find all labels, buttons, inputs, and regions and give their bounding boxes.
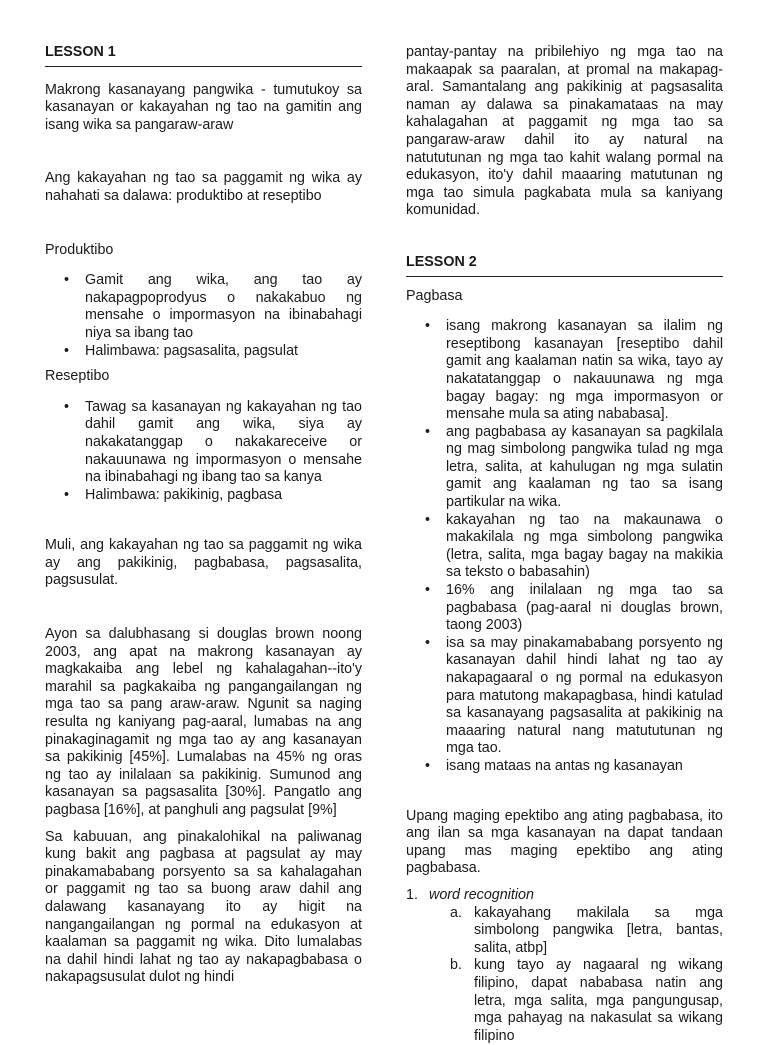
list-item: • Halimbawa: pagsasalita, pagsulat <box>45 343 362 361</box>
reseptibo-list <box>45 399 362 505</box>
list-item: • Halimbawa: pakikinig, pagbasa <box>45 487 362 505</box>
muli-paragraph: Muli, ang kakayahan ng tao sa paggamit ng wika ay ang pakikinig, pagbabasa, pagsasalita, pagsusulat. <box>45 537 362 589</box>
skills-list <box>406 887 723 1045</box>
produktibo-label: Produktibo <box>45 241 114 258</box>
list-item-text: kung tayo ay nagaaral ng wikang filipino, dapat nababasa natin ang letra, mga salita, mga pangungusap, mga pahayag na nakasulat sa wikang filipino <box>474 957 723 1044</box>
list-item: • kakayahan ng tao na makaunawa o makakilala ng mga simbolong pangwika (letra, salita, mga bagay bagay na makikia sa teksto o babasahin) <box>406 512 723 582</box>
makrong-kasanayan-definition: Makrong kasanayang pangwika - tumutukoy sa kasanayan or kakayahan ng tao na gamitin ang isang wika sa pangaraw-araw <box>45 81 362 133</box>
list-item: • isang mataas na antas ng kasanayan <box>406 758 723 776</box>
ayon-paragraph: Ayon sa dalubhasang si douglas brown noong 2003, ang apat na makrong kasanayan ay magkakaiba ang lebel ng kahalagahan--ito'y marahil sa pagkakaiba ng pangangailangan ng mga tao sa pang araw-araw. Ngunit sa naging resulta ng kaniyang pag-aaral, lumabas na ang pinakaginagamit ng mga tao ay ang kasanayan sa pakikinig [45%]. Lumalabas na 45% ng oras ng tao ay inilalaan sa pakikinig. Sumunod ang kasanayan sa pagsasalita [30%]. Pangatlo ang pagbasa [16%], at panghuli ang pagsulat [9%] <box>45 626 362 818</box>
pagbasa-label: Pagbasa <box>406 287 463 304</box>
lesson-1-heading: LESSON 1 <box>45 44 362 67</box>
kakayahan-paragraph: Ang kakayahan ng tao sa paggamit ng wika ay nahahati sa dalawa: produktibo at reseptibo <box>45 170 362 204</box>
pagbasa-list <box>406 318 723 775</box>
list-letter: a. <box>450 904 462 921</box>
list-item: • Tawag sa kasanayan ng kakayahan ng tao dahil gamit ang wika, siya ay nakakatanggap o nakakareceive or nakauunawa ng impormasyon o mensahe na ibinabahagi ng ibang tao sa kanya <box>45 399 362 487</box>
word-recognition-label: word recognition <box>429 886 534 903</box>
sa-kabuuan-paragraph: Sa kabuuan, ang pinakalohikal na paliwanag kung bakit ang pagbasa at pagsulat ay may pinakamababang porsyento sa sa kahalagahan or paggamit ng tao sa buong araw dahil ang dalawang kasanayang ito ay higit na nangangailangan ng pormal na edukasyon at kaalaman sa paggamit ng wika. Dito lumalabas na dahil hindi lahat ng tao ay nakapagbabasa o nakapagsusulat dulot ng hindi <box>45 828 362 986</box>
list-item-text: kakayahang makilala sa mga simbolong pangwika [letra, bantas, salita, atbp] <box>474 904 723 956</box>
lesson-2-heading: LESSON 2 <box>406 254 723 277</box>
right-column <box>406 44 723 1045</box>
list-item <box>406 957 723 1045</box>
left-column <box>45 44 362 987</box>
upang-paragraph: Upang maging epektibo ang ating pagbabasa, ito ang ilan sa mga kasanayan na dapat tandaan upang mas maging epektibo ang ating pagbabasa. <box>406 807 723 877</box>
list-item <box>406 887 723 1045</box>
continued-paragraph: pantay-pantay na pribilehiyo ng mga tao na makaapak sa paaralan, at promal na makapag-aral. Samantalang ang pakikinig at pagsasalita naman ay dalawa sa pinakamataas na may kahalagahan at paggamit ng mga tao sa pangaraw-araw dahil ito ay natural na natututunan ng mga tao kahit walang pormal na edukasyon, ito'y dahil maaaring matutunan ng mga tao simula pagkabata mula sa kaniyang komunidad. <box>406 44 723 219</box>
list-letter: b. <box>450 957 462 974</box>
produktibo-list <box>45 272 362 360</box>
list-item: • ang pagbabasa ay kasanayan sa pagkilala ng mag simbolong pangwika tulad ng mga letra, salita, at kahulugan ng mga sulatin gamit ang kaalaman ng tao sa isang partikular na wika. <box>406 424 723 512</box>
list-item: • isang makrong kasanayan sa ilalim ng reseptibong kasanayan [reseptibo dahil gamit ang kaalaman natin sa wika, tayo ay nakatatanggap o nakauunawa ng mga bagay bagay: ng mga impormasyon or mensahe mula sa ating nababasa]. <box>406 318 723 424</box>
list-number: 1. <box>406 886 418 903</box>
list-item <box>406 905 723 958</box>
list-item: • isa sa may pinakamababang porsyento ng kasanayan dahil hindi lahat ng tao ay nakapagaaral o ng pormal na edukasyon para matutong makapagbasa, hindi katulad sa kasanayang pagsasalita at pakikinig na maaaring natural nang matututunan ng mga tao. <box>406 635 723 758</box>
list-item: • 16% ang inilalaan ng mga tao sa pagbabasa (pag-aaral ni douglas brown, taong 2003) <box>406 582 723 635</box>
reseptibo-label: Reseptibo <box>45 368 110 385</box>
list-item: • Gamit ang wika, ang tao ay nakapagpoprodyus o nakakabuo ng mensahe o impormasyon na ibinabahagi niya sa ibang tao <box>45 272 362 342</box>
